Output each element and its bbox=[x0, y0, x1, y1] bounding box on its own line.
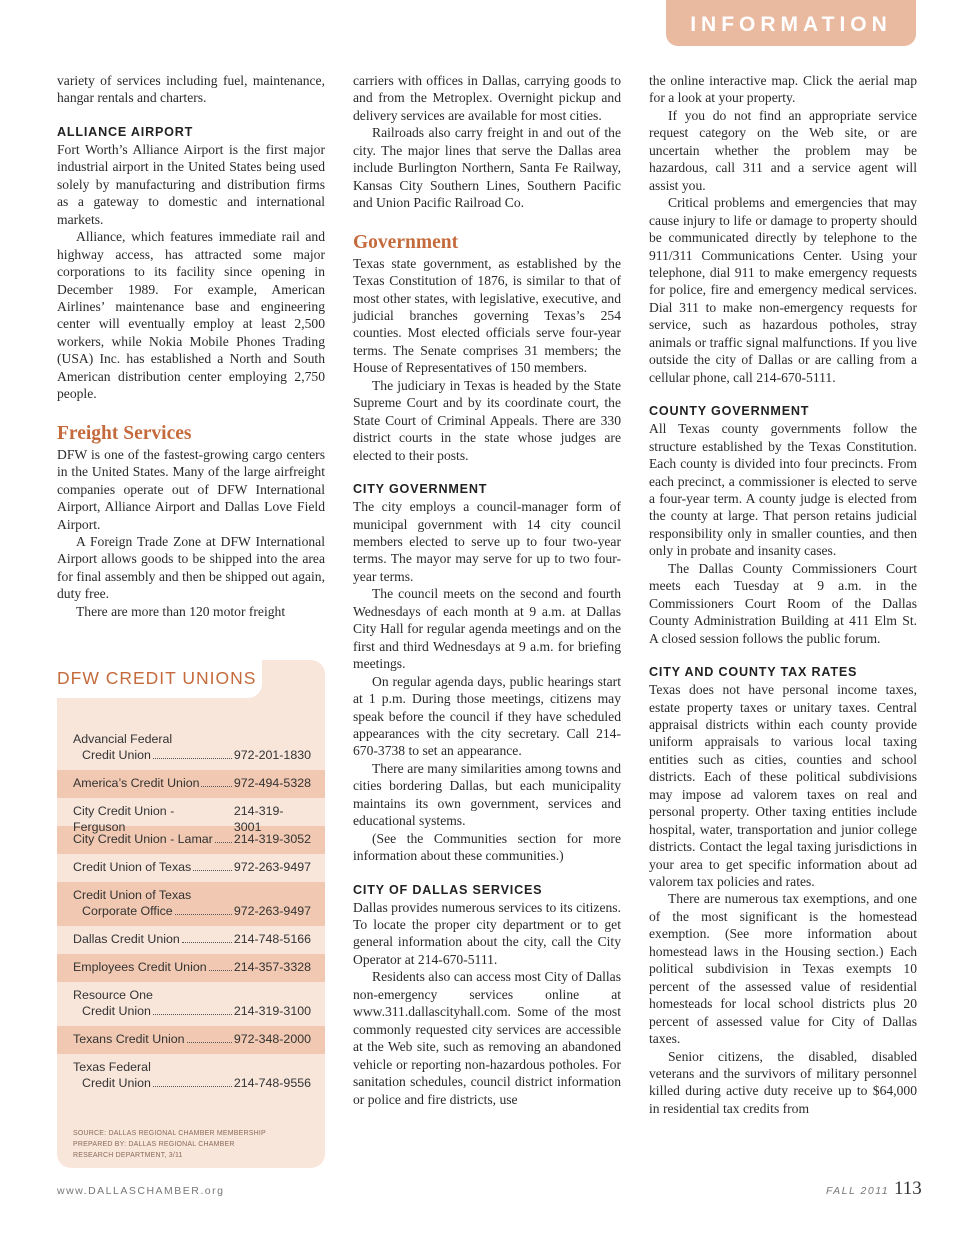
credit-union-row bbox=[57, 826, 325, 854]
subheading-alliance-airport: ALLIANCE AIRPORT bbox=[57, 124, 194, 139]
credit-union-phone: 214-319-3052 bbox=[233, 832, 311, 846]
credit-union-row bbox=[57, 926, 325, 954]
section-tab: INFORMATION bbox=[666, 0, 916, 46]
paragraph: Railroads also carry freight in and out of the city. The major lines that serve the Dallas area include Burlington Northern, Santa Fe Railway, Kansas City Southern Lines, Southern Pacific and Union Pacific Railroad Co. bbox=[353, 125, 621, 211]
credit-union-row bbox=[57, 854, 325, 882]
credit-union-row bbox=[57, 726, 325, 770]
paragraph: Alliance, which features immediate rail and highway access, has attracted some major corporations to its facility since opening in December 1989. For example, American Airlines’ maintenance base and engineering center will eventually employ at least 2,500 workers, while Nokia Mobile Phones Trading (USA) Inc. has established a North and South American distribution center employing 2,750 people. bbox=[57, 229, 325, 402]
credit-union-row bbox=[57, 1026, 325, 1054]
paragraph: All Texas county governments follow the structure established by the Texas Constitution. Each county is divided into four precincts. From each precinct, a commissioner is elected to serve a four-year term. A county judge is elected from the county at large. That person retains judicial responsibility only in smaller counties, and then only in probate and insanity cases. bbox=[649, 421, 917, 559]
credit-union-phone: 214-319-3100 bbox=[233, 1004, 311, 1018]
subheading-county-government: COUNTY GOVERNMENT bbox=[649, 404, 810, 419]
credit-union-name: Resource One bbox=[73, 988, 153, 1002]
credit-union-phone: 972-494-5328 bbox=[233, 776, 311, 790]
source-line: SOURCE: DALLAS REGIONAL CHAMBER MEMBERSHIP bbox=[73, 1130, 266, 1137]
credit-union-phone: 972-263-9497 bbox=[233, 860, 311, 874]
credit-unions-list bbox=[57, 726, 325, 1098]
dot-leader bbox=[175, 914, 232, 915]
paragraph: Critical problems and emergencies that may cause injury to life or damage to property should be communicated directly by telephone to the 911/311 Communications Center. Using your telephone, dial 911 to make emergency requests for police, fire and emergency medical services. Dial 311 to make non-emergency requests for service, such as hazardous potholes, stray animals or traffic signal malfunctions. If you live outside the city of Dallas or are calling from a cellular phone, call 214-670-5111. bbox=[649, 195, 917, 385]
paragraph: The judiciary in Texas is headed by the State Supreme Court and by its coordinate court, the State Court of Criminal Appeals. There are 330 district courts in the state whose judges are elected to their posts. bbox=[353, 377, 621, 463]
credit-union-phone: 972-263-9497 bbox=[233, 904, 311, 918]
source-line: PREPARED BY: DALLAS REGIONAL CHAMBER bbox=[73, 1141, 235, 1148]
credit-union-name-cont: Corporate Office bbox=[82, 904, 173, 918]
paragraph: There are numerous tax exemptions, and one of the most significant is the homestead exemption. (See more information about homestead laws in the Housing section.) Each political subdivision in Texas exempts 10 percent of the assessed value of residential homesteads for local school districts plus 20 percent of assessed value for City of Dallas taxes. bbox=[649, 891, 917, 1047]
credit-unions-source bbox=[73, 1128, 266, 1161]
credit-union-row bbox=[57, 798, 325, 834]
credit-union-row bbox=[57, 882, 325, 926]
credit-union-phone: 214-357-3328 bbox=[233, 960, 311, 974]
dot-leader bbox=[187, 1042, 232, 1043]
credit-union-name: City Credit Union - Ferguson bbox=[73, 804, 175, 834]
page-number: 113 bbox=[894, 1178, 922, 1199]
credit-union-name: Texans Credit Union bbox=[73, 1032, 185, 1046]
dot-leader bbox=[209, 970, 232, 971]
credit-union-phone: 214-319-3001 bbox=[233, 804, 284, 834]
credit-union-phone: 972-201-1830 bbox=[233, 748, 311, 762]
paragraph: A Foreign Trade Zone at DFW International Airport allows goods to be shipped into the area for final assembly and then be shipped out again, duty free. bbox=[57, 533, 325, 602]
subheading-city-government: CITY GOVERNMENT bbox=[353, 482, 488, 497]
paragraph: the online interactive map. Click the aerial map for a look at your property. bbox=[649, 73, 917, 106]
paragraph: There are more than 120 motor freight bbox=[76, 603, 286, 619]
paragraph: The council meets on the second and fourth Wednesdays of each month at 9 a.m. at Dallas City Hall for regular agenda meetings and on the first and third Wednesdays at 9 a.m. for briefing meetings. bbox=[353, 586, 621, 672]
paragraph: DFW is one of the fastest-growing cargo centers in the United States. Many of the large airfreight companies operate out of DFW International Airport, Alliance Airport and Dallas Love Field Airport. bbox=[57, 446, 325, 532]
paragraph: Texas state government, as established by the Texas Constitution of 1876, is similar to that of most other states, with legislative, executive, and judicial branches governing Texas’s 254 counties. Most elected officials serve four-year terms. The Senate comprises 31 members; the House of Representatives of 150 members. bbox=[353, 255, 621, 376]
credit-union-name: Credit Union of Texas bbox=[73, 888, 192, 902]
footer-season: FALL 2011 bbox=[826, 1185, 890, 1197]
credit-unions-box bbox=[57, 660, 325, 1168]
column-3 bbox=[649, 72, 917, 1117]
dot-leader bbox=[193, 870, 232, 871]
footer-url: www.DALLASCHAMBER.org bbox=[57, 1185, 225, 1197]
subheading-city-services: CITY OF DALLAS SERVICES bbox=[353, 882, 543, 897]
dot-leader bbox=[153, 1014, 232, 1015]
credit-union-name: Dallas Credit Union bbox=[73, 932, 180, 946]
paragraph: There are many similarities among towns and cities bordering Dallas, but each municipality maintains its own government, services and educational systems. bbox=[353, 760, 621, 829]
dot-leader bbox=[201, 786, 231, 787]
paragraph: Senior citizens, the disabled, disabled veterans and the survivors of military personnel killed during active duty receive up to $64,000 in residential tax credits from bbox=[649, 1048, 917, 1116]
paragraph: variety of services including fuel, maintenance, hangar rentals and charters. bbox=[57, 73, 325, 106]
credit-union-phone: 214-748-5166 bbox=[233, 932, 311, 946]
credit-union-row bbox=[57, 954, 325, 982]
credit-unions-title-bar bbox=[57, 660, 262, 698]
column-2 bbox=[353, 72, 621, 1108]
credit-union-name: America’s Credit Union bbox=[73, 776, 200, 790]
dot-leader bbox=[215, 842, 232, 843]
credit-union-name-cont: Credit Union bbox=[82, 1076, 151, 1090]
dot-leader bbox=[153, 1086, 232, 1087]
paragraph: The Dallas County Commissioners Court meets each Tuesday at 9 a.m. in the Commissioners Court Room of the Dallas County Administration Building at 411 Elm St. A closed session follows the public forum. bbox=[649, 560, 917, 646]
paragraph: The city employs a council-manager form of municipal government with 14 city council members elected to serve up to four two-year terms. The mayor may serve for up to two four-year terms. bbox=[353, 499, 621, 584]
credit-union-name-cont: Credit Union bbox=[82, 748, 151, 762]
paragraph: On regular agenda days, public hearings start at 1 p.m. During those meetings, citizens may speak before the council if they have scheduled appearances with the city secretary. Call 214-670-3738 to set an appearance. bbox=[353, 673, 621, 759]
dot-leader bbox=[153, 758, 232, 759]
dot-leader bbox=[182, 942, 232, 943]
column-1 bbox=[57, 72, 325, 620]
credit-union-row bbox=[57, 982, 325, 1026]
section-heading-freight-services: Freight Services bbox=[57, 422, 192, 444]
paragraph: Texas does not have personal income taxes, estate property taxes or unitary taxes. Central appraisal districts within each county provide uniform appraisals to various local taxing entities such as cities, counties and school districts. Each of these political subdivisions may impose ad valorem taxes on real and personal property. Other taxing entities include hospital, water, transportation and junior college districts. Contact the legal taxing jurisdictions in your area to get specific information about ad valorem tax policies and rates. bbox=[649, 682, 917, 890]
source-line: RESEARCH DEPARTMENT, 3/11 bbox=[73, 1152, 183, 1159]
credit-union-phone: 972-348-2000 bbox=[233, 1032, 311, 1046]
paragraph: carriers with offices in Dallas, carrying goods to and from the Metroplex. Overnight pickup and delivery services are available for most cities. bbox=[353, 73, 621, 123]
credit-union-phone: 214-748-9556 bbox=[233, 1076, 311, 1090]
paragraph: If you do not find an appropriate service request category on the Web site, or are uncertain whether the problem may be hazardous, call 311 and a service agent will assist you. bbox=[649, 107, 917, 193]
credit-union-name: Credit Union of Texas bbox=[73, 860, 192, 874]
subheading-tax-rates: CITY AND COUNTY TAX RATES bbox=[649, 665, 858, 680]
credit-union-row bbox=[57, 770, 325, 798]
paragraph: Fort Worth’s Alliance Airport is the first major industrial airport in the United States being used solely by manufacturing and distribution firms as a gateway to domestic and international markets. bbox=[57, 141, 325, 227]
credit-union-name: Employees Credit Union bbox=[73, 960, 207, 974]
credit-union-name-cont: Credit Union bbox=[82, 1004, 151, 1018]
credit-union-name: Advancial Federal bbox=[73, 732, 173, 746]
section-heading-government: Government bbox=[353, 231, 459, 253]
credit-union-row bbox=[57, 1054, 325, 1098]
paragraph: Dallas provides numerous services to its citizens. To locate the proper city department or to get general information about the city, call the City Operator at 214-670-5111. bbox=[353, 899, 621, 967]
credit-unions-title: DFW CREDIT UNIONS bbox=[57, 668, 257, 688]
paragraph: (See the Communities section for more information about these communities.) bbox=[353, 830, 621, 864]
credit-union-name: Texas Federal bbox=[73, 1060, 151, 1074]
paragraph: Residents also can access most City of Dallas non-emergency services online at www.311.dallascityhall.com. Some of the most commonly requested city services are accessible at the Web site, such as removing an abandoned vehicle or reporting non-hazardous potholes. For sanitation schedules, council district information or police and fire districts, use bbox=[353, 969, 621, 1107]
credit-union-name: City Credit Union - Lamar bbox=[73, 832, 213, 846]
